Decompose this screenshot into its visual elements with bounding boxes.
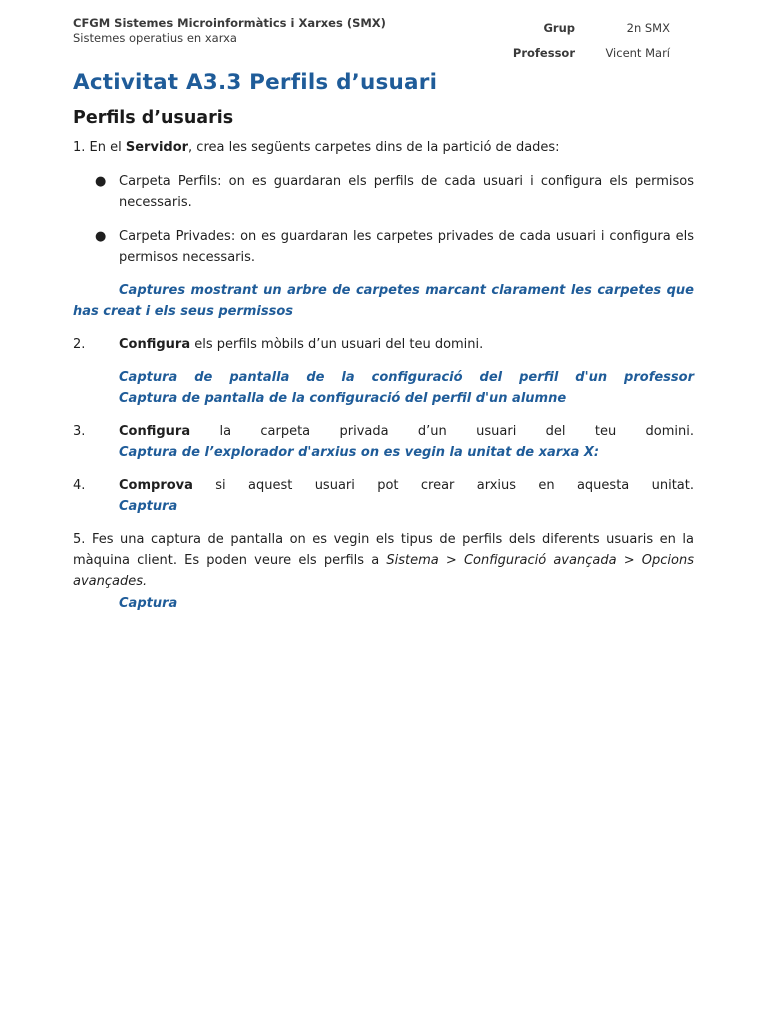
capture-instruction: Captura: [119, 499, 178, 514]
capture-instruction: Captures mostrant un arbre de carpetes marcant clarament les carpetes que has creat i els seus permissos: [73, 283, 694, 319]
group-label: Grup: [543, 21, 575, 35]
module-name: Sistemes operatius en xarxa: [73, 31, 237, 45]
teacher-value: Vicent Marí: [605, 46, 670, 60]
section-title: Perfils d’usuaris: [73, 108, 234, 128]
step-5: 5. Fes una captura de pantalla on es vegin els tipus de perfils dels diferents usuaris en la màquina client. Es poden veure els perfils a Sistema > Configuració avançada > Opcions avançades.: [73, 532, 694, 589]
bullet-item: ● Carpeta Perfils: on es guardaran els perfils de cada usuari i configura els permisos necessaris.: [73, 171, 694, 213]
group-value: 2n SMX: [626, 21, 670, 35]
capture-instruction: Captura: [119, 596, 178, 611]
bullet-item: ● Carpeta Privades: on es guardaran les carpetes privades de cada usuari i configura els permisos necessaris.: [73, 226, 694, 268]
capture-instruction: Captura de pantalla de la configuració del perfil d'un alumne: [119, 391, 567, 406]
document-body: [73, 137, 694, 614]
teacher-label: Professor: [512, 46, 575, 60]
step-2: 2. Configura els perfils mòbils d’un usuari del teu domini.: [73, 337, 484, 352]
step-3: 3. Configura la carpeta privada d’un usuari del teu domini. Captura de l’explorador d'arxius on es vegin la unitat de xarxa X:: [73, 421, 694, 463]
step-4: 4. Comprova si aquest usuari pot crear arxius en aquesta unitat. Captura: [73, 475, 694, 517]
document-header: [73, 16, 386, 46]
step-2-captures: [73, 367, 694, 409]
page-title: Activitat A3.3 Perfils d’usuari: [73, 70, 438, 95]
settings-path: Sistema > Configuració avançada > Opcions avançades.: [73, 553, 694, 589]
step-1-intro: 1. En el Servidor, crea les següents carpetes dins de la partició de dades:: [73, 140, 560, 155]
bullet-icon: ●: [95, 229, 107, 244]
capture-instruction: Captura de pantalla de la configuració del perfil d'un professor: [119, 370, 694, 385]
capture-instruction: Captura de l’explorador d'arxius on es vegin la unitat de xarxa X:: [119, 445, 600, 460]
bullet-icon: ●: [95, 174, 107, 189]
course-name: CFGM Sistemes Microinformàtics i Xarxes (SMX): [73, 16, 386, 30]
